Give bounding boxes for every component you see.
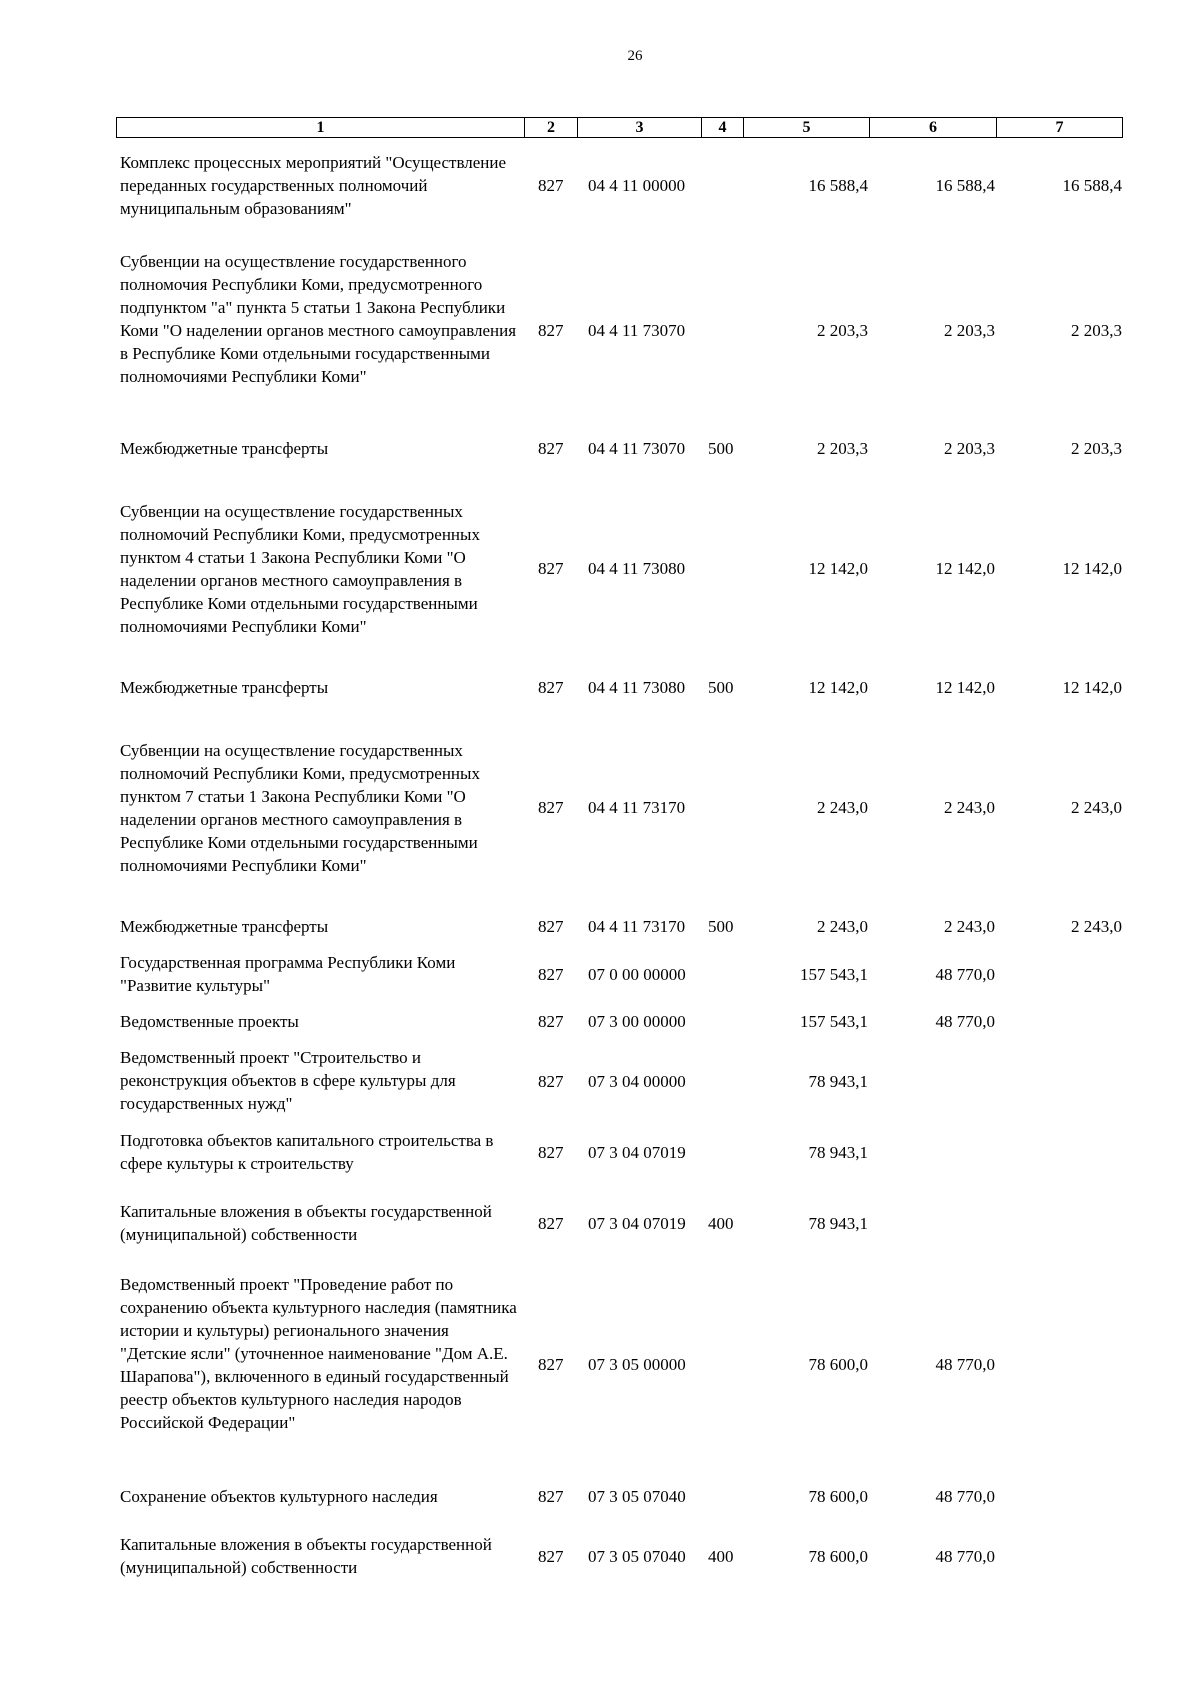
row-col4: 500	[708, 439, 734, 458]
row-name: Государственная программа Республики Коми "Развитие культуры"	[120, 953, 456, 995]
row-col5: 2 203,3	[817, 439, 868, 458]
row-col5: 157 543,1	[800, 965, 868, 984]
row-col2: 827	[538, 1072, 564, 1091]
row-col4: 500	[708, 917, 734, 936]
table-row	[0, 1533, 1200, 1579]
table-row	[0, 1046, 1200, 1115]
row-name: Сохранение объектов культурного наследия	[120, 1487, 438, 1506]
row-col2: 827	[538, 1355, 564, 1374]
row-name: Субвенции на осуществление государственных полномочий Республики Коми, предусмотренных пунктом 4 статьи 1 Закона Республики Коми "О наделении органов местного самоуправления в Республике Коми отдельными государственными полномочиями Республики Коми"	[120, 502, 480, 636]
row-col4: 500	[708, 678, 734, 697]
table-row	[0, 951, 1200, 997]
row-col5: 2 243,0	[817, 917, 868, 936]
row-name: Ведомственный проект "Проведение работ по сохранению объекта культурного наследия (памятника истории и культуры) регионального значения "Детские ясли" (уточненное наименование "Дом А.Е. Шарапова"), включенного в единый государственный реестр объектов культурного наследия народов Российской Федерации"	[120, 1275, 517, 1432]
row-name: Межбюджетные трансферты	[120, 678, 329, 697]
row-col6: 12 142,0	[935, 559, 995, 578]
row-col7: 2 243,0	[1071, 798, 1122, 817]
row-col2: 827	[538, 1547, 564, 1566]
table-row	[0, 1200, 1200, 1246]
row-col7: 2 203,3	[1071, 321, 1122, 340]
row-col2: 827	[538, 1012, 564, 1031]
row-col6: 16 588,4	[935, 176, 995, 195]
page-number: 26	[627, 48, 643, 64]
header-col-3: 3	[578, 118, 702, 138]
row-name: Межбюджетные трансферты	[120, 439, 329, 458]
row-col3: 07 0 00 00000	[588, 965, 686, 984]
row-col2: 827	[538, 321, 564, 340]
row-col4: 400	[708, 1547, 734, 1566]
row-col6: 48 770,0	[935, 965, 995, 984]
row-col7: 2 203,3	[1071, 439, 1122, 458]
table-row	[0, 500, 1200, 638]
row-col5: 12 142,0	[808, 559, 868, 578]
header-col-7: 7	[997, 118, 1123, 138]
row-col5: 12 142,0	[808, 678, 868, 697]
row-col6: 2 243,0	[944, 798, 995, 817]
row-name: Ведомственный проект "Строительство и реконструкция объектов в сфере культуры для государственных нужд"	[120, 1048, 456, 1113]
table-row	[0, 915, 1200, 938]
table-row	[0, 1129, 1200, 1175]
row-col4: 400	[708, 1214, 734, 1233]
row-col2: 827	[538, 1143, 564, 1162]
header-col-5: 5	[744, 118, 870, 138]
row-name: Подготовка объектов капитального строительства в сфере культуры к строительству	[120, 1131, 494, 1173]
row-name: Капитальные вложения в объекты государственной (муниципальной) собственности	[120, 1535, 492, 1577]
row-col7: 12 142,0	[1062, 559, 1122, 578]
row-col3: 04 4 11 73070	[588, 439, 686, 458]
row-col2: 827	[538, 439, 564, 458]
row-name: Межбюджетные трансферты	[120, 917, 329, 936]
row-col2: 827	[538, 1214, 564, 1233]
row-col5: 2 243,0	[817, 798, 868, 817]
table-row	[0, 1273, 1200, 1457]
header-col-1: 1	[117, 118, 525, 138]
row-col2: 827	[538, 678, 564, 697]
row-col5: 2 203,3	[817, 321, 868, 340]
row-name: Комплекс процессных мероприятий "Осуществление переданных государственных полномочий муниципальным образованиям"	[120, 153, 507, 218]
row-col7: 16 588,4	[1062, 176, 1122, 195]
table-row	[0, 1010, 1200, 1033]
table-header	[116, 117, 1123, 138]
row-name: Капитальные вложения в объекты государственной (муниципальной) собственности	[120, 1202, 492, 1244]
row-col5: 16 588,4	[808, 176, 868, 195]
row-col6: 2 203,3	[944, 321, 995, 340]
row-col5: 78 943,1	[808, 1214, 868, 1233]
table-row	[0, 437, 1200, 460]
row-col3: 07 3 05 07040	[588, 1547, 686, 1566]
table-row	[0, 1485, 1200, 1508]
row-col7: 12 142,0	[1062, 678, 1122, 697]
row-col3: 07 3 04 07019	[588, 1143, 686, 1162]
row-col3: 07 3 00 00000	[588, 1012, 686, 1031]
row-col3: 04 4 11 73070	[588, 321, 686, 340]
row-name: Субвенции на осуществление государственных полномочий Республики Коми, предусмотренных пунктом 7 статьи 1 Закона Республики Коми "О наделении органов местного самоуправления в Республике Коми отдельными государственными полномочиями Республики Коми"	[120, 741, 480, 875]
row-col2: 827	[538, 798, 564, 817]
header-col-4: 4	[702, 118, 744, 138]
row-col6: 2 203,3	[944, 439, 995, 458]
row-col6: 48 770,0	[935, 1355, 995, 1374]
table-row	[0, 250, 1200, 411]
row-col2: 827	[538, 176, 564, 195]
row-col6: 12 142,0	[935, 678, 995, 697]
row-col3: 04 4 11 00000	[588, 176, 686, 195]
row-name: Субвенции на осуществление государственного полномочия Республики Коми, предусмотренного подпунктом "а" пункта 5 статьи 1 Закона Республики Коми "О наделении органов местного самоуправления в Республике Коми отдельными государственными полномочиями Республики Коми"	[120, 252, 517, 386]
row-col3: 04 4 11 73170	[588, 798, 686, 817]
row-col5: 78 600,0	[808, 1355, 868, 1374]
row-col2: 827	[538, 1487, 564, 1506]
row-col3: 07 3 04 07019	[588, 1214, 686, 1233]
row-col3: 04 4 11 73170	[588, 917, 686, 936]
row-col7: 2 243,0	[1071, 917, 1122, 936]
table-row	[0, 151, 1200, 220]
table-row	[0, 676, 1200, 699]
row-col5: 78 600,0	[808, 1487, 868, 1506]
row-col5: 78 943,1	[808, 1072, 868, 1091]
row-col3: 07 3 05 07040	[588, 1487, 686, 1506]
row-name: Ведомственные проекты	[120, 1012, 299, 1031]
table-row	[0, 739, 1200, 877]
header-col-6: 6	[870, 118, 997, 138]
row-col6: 48 770,0	[935, 1012, 995, 1031]
row-col3: 04 4 11 73080	[588, 678, 686, 697]
row-col3: 07 3 05 00000	[588, 1355, 686, 1374]
row-col6: 48 770,0	[935, 1487, 995, 1506]
row-col2: 827	[538, 965, 564, 984]
row-col6: 48 770,0	[935, 1547, 995, 1566]
header-col-2: 2	[525, 118, 578, 138]
row-col3: 07 3 04 00000	[588, 1072, 686, 1091]
row-col5: 78 943,1	[808, 1143, 868, 1162]
row-col2: 827	[538, 917, 564, 936]
row-col6: 2 243,0	[944, 917, 995, 936]
row-col2: 827	[538, 559, 564, 578]
row-col5: 78 600,0	[808, 1547, 868, 1566]
row-col3: 04 4 11 73080	[588, 559, 686, 578]
row-col5: 157 543,1	[800, 1012, 868, 1031]
